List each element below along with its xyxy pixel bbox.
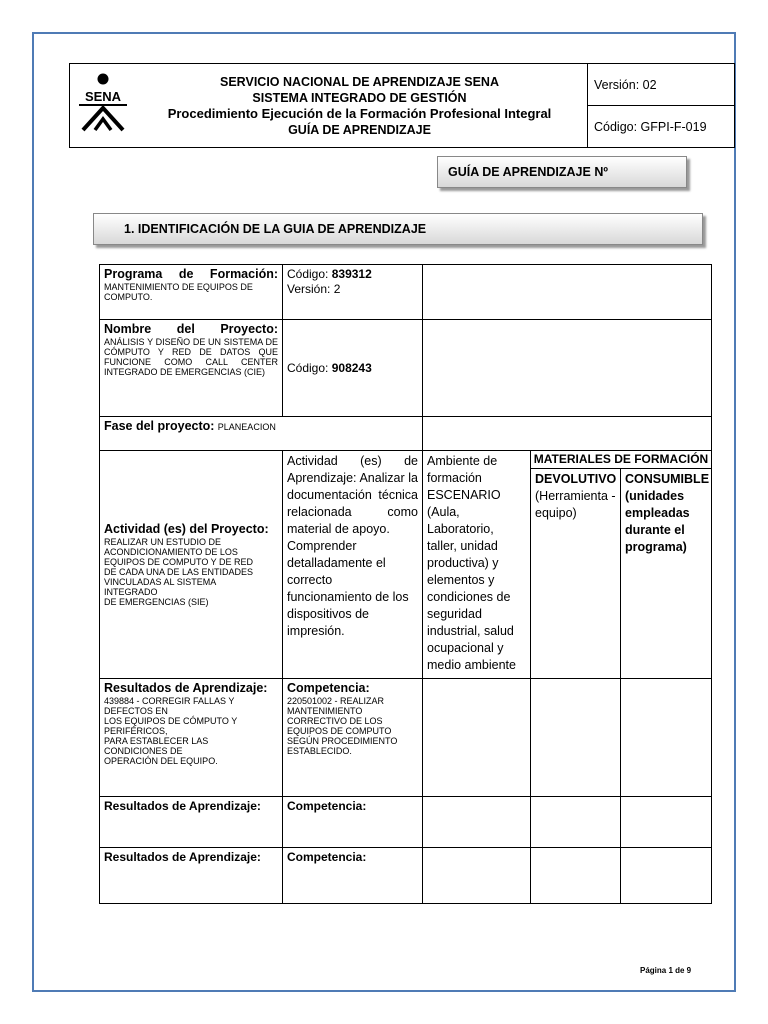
resultados-1-empty-c (621, 679, 712, 797)
programa-cell (100, 265, 283, 320)
row-proyecto (100, 320, 712, 417)
devolutivo-cell (531, 469, 621, 679)
proyecto-label: Nombre del Proyecto: (104, 322, 278, 336)
devolutivo-desc: (Herramienta - equipo) (535, 489, 616, 520)
resultados-3-label: Resultados de Aprendizaje: (100, 848, 283, 904)
programa-codigo-label: Código: (287, 267, 329, 281)
row-resultados-3 (100, 848, 712, 904)
header-line-4: GUÍA DE APRENDIZAJE (288, 122, 431, 137)
consumible-label: CONSUMIBLE (625, 472, 710, 486)
resultados-2-label: Resultados de Aprendizaje: (100, 797, 283, 848)
actividad-proyecto-cell (100, 451, 283, 679)
programa-version-value: 2 (333, 282, 341, 296)
programa-version-label: Versión: (287, 282, 331, 296)
header-title-block (132, 64, 588, 148)
programa-empty-cell (423, 265, 712, 320)
row-actividad-top (100, 451, 712, 469)
sena-logo (70, 64, 133, 148)
resultados-2-empty-b (531, 797, 621, 848)
proyecto-codigo-label: Código: (287, 360, 329, 375)
ambiente-cell: Ambiente de formación ESCENARIO (Aula, Laboratorio, taller, unidad productiva) y elementos y condiciones de seguridad industrial, salud ocupacional y medio ambiente (423, 451, 531, 679)
programa-value: MANTENIMIENTO DE EQUIPOS DE COMPUTO. (104, 282, 253, 302)
fase-empty-cell (423, 417, 712, 451)
devolutivo-label: DEVOLUTIVO (535, 472, 617, 486)
actividad-proyecto-lines: REALIZAR UN ESTUDIO DE ACONDICIONAMIENTO DE LOS EQUIPOS DE COMPUTO Y DE RED DE CADA UNA DE LAS ENTIDADES VINCULADAS AL SISTEMA INTEGRADO DE EMERGENCIAS (SIE) (104, 537, 254, 607)
header-version: Versión: 02 (588, 64, 735, 106)
resultados-2-empty-a (423, 797, 531, 848)
fase-cell (100, 417, 423, 451)
resultados-3-empty-b (531, 848, 621, 904)
actividad-proyecto-label: Actividad (es) del Proyecto: (104, 522, 269, 536)
materiales-title: MATERIALES DE FORMACIÓN (531, 451, 712, 469)
row-resultados-1 (100, 679, 712, 797)
actividad-aprendizaje-cell (283, 451, 423, 679)
guia-numero-bar: GUÍA DE APRENDIZAJE Nº (437, 156, 687, 188)
row-fase (100, 417, 712, 451)
fase-value: PLANEACION (217, 422, 276, 432)
proyecto-codigo-value: 908243 (331, 360, 372, 375)
header-line-2: SISTEMA INTEGRADO DE GESTIÓN (252, 90, 467, 105)
competencia-1-cell (283, 679, 423, 797)
actividad-aprendizaje-text-1: Actividad (es) de Aprendizaje: Analizar la documentación técnica relacionada como material de apoyo. (287, 454, 418, 536)
identification-table (99, 264, 712, 904)
resultados-3-empty-a (423, 848, 531, 904)
competencia-1-lines: 220501002 - REALIZAR MANTENIMIENTO CORRECTIVO DE LOS EQUIPOS DE COMPUTO SEGÚN PROCEDIMIENTO ESTABLECIDO. (287, 696, 398, 756)
header-line-3: Procedimiento Ejecución de la Formación Profesional Integral (167, 105, 552, 121)
resultados-2-empty-c (621, 797, 712, 848)
consumible-cell (621, 469, 712, 679)
sena-logo-icon (73, 70, 129, 136)
page-number: Página 1 de 9 (640, 966, 692, 975)
row-programa (100, 265, 712, 320)
resultados-1-empty-a (423, 679, 531, 797)
resultados-1-lines: 439884 - CORREGIR FALLAS Y DEFECTOS EN LOS EQUIPOS DE CÓMPUTO Y PERIFÉRICOS, PARA ESTABLECER LAS CONDICIONES DE OPERACIÓN DEL EQUIPO. (104, 696, 238, 766)
programa-codigo-cell (283, 265, 423, 320)
svg-text:SENA: SENA (84, 89, 122, 104)
document-header (69, 63, 735, 148)
header-codigo: Código: GFPI-F-019 (588, 106, 735, 148)
competencia-3-label: Competencia: (283, 848, 423, 904)
programa-label: Programa de Formación: (104, 267, 278, 281)
fase-label: Fase del proyecto: (104, 419, 215, 433)
resultados-1-label: Resultados de Aprendizaje: (104, 681, 268, 695)
programa-codigo-value: 839312 (331, 267, 372, 281)
competencia-1-label: Competencia: (287, 681, 370, 695)
resultados-3-empty-c (621, 848, 712, 904)
resultados-1-empty-b (531, 679, 621, 797)
proyecto-empty-cell (423, 320, 712, 417)
consumible-desc: (unidades empleadas durante el programa) (625, 489, 690, 554)
row-resultados-2 (100, 797, 712, 848)
actividad-aprendizaje-text-2: Comprender detalladamente el correcto funcionamiento de los dispositivos de impresión. (287, 539, 409, 638)
proyecto-codigo-cell (283, 320, 423, 417)
header-line-1: SERVICIO NACIONAL DE APRENDIZAJE SENA (220, 74, 499, 89)
section-title-bar: 1. IDENTIFICACIÓN DE LA GUIA DE APRENDIZAJE (93, 213, 703, 245)
competencia-2-label: Competencia: (283, 797, 423, 848)
resultados-1-cell (100, 679, 283, 797)
proyecto-value: ANÁLISIS Y DISEÑO DE UN SISTEMA DE CÓMPUTO Y RED DE DATOS QUE FUNCIONE COMO CALL CENTER INTEGRADO DE EMERGENCIAS (CIE) (104, 337, 278, 377)
proyecto-cell (100, 320, 283, 417)
